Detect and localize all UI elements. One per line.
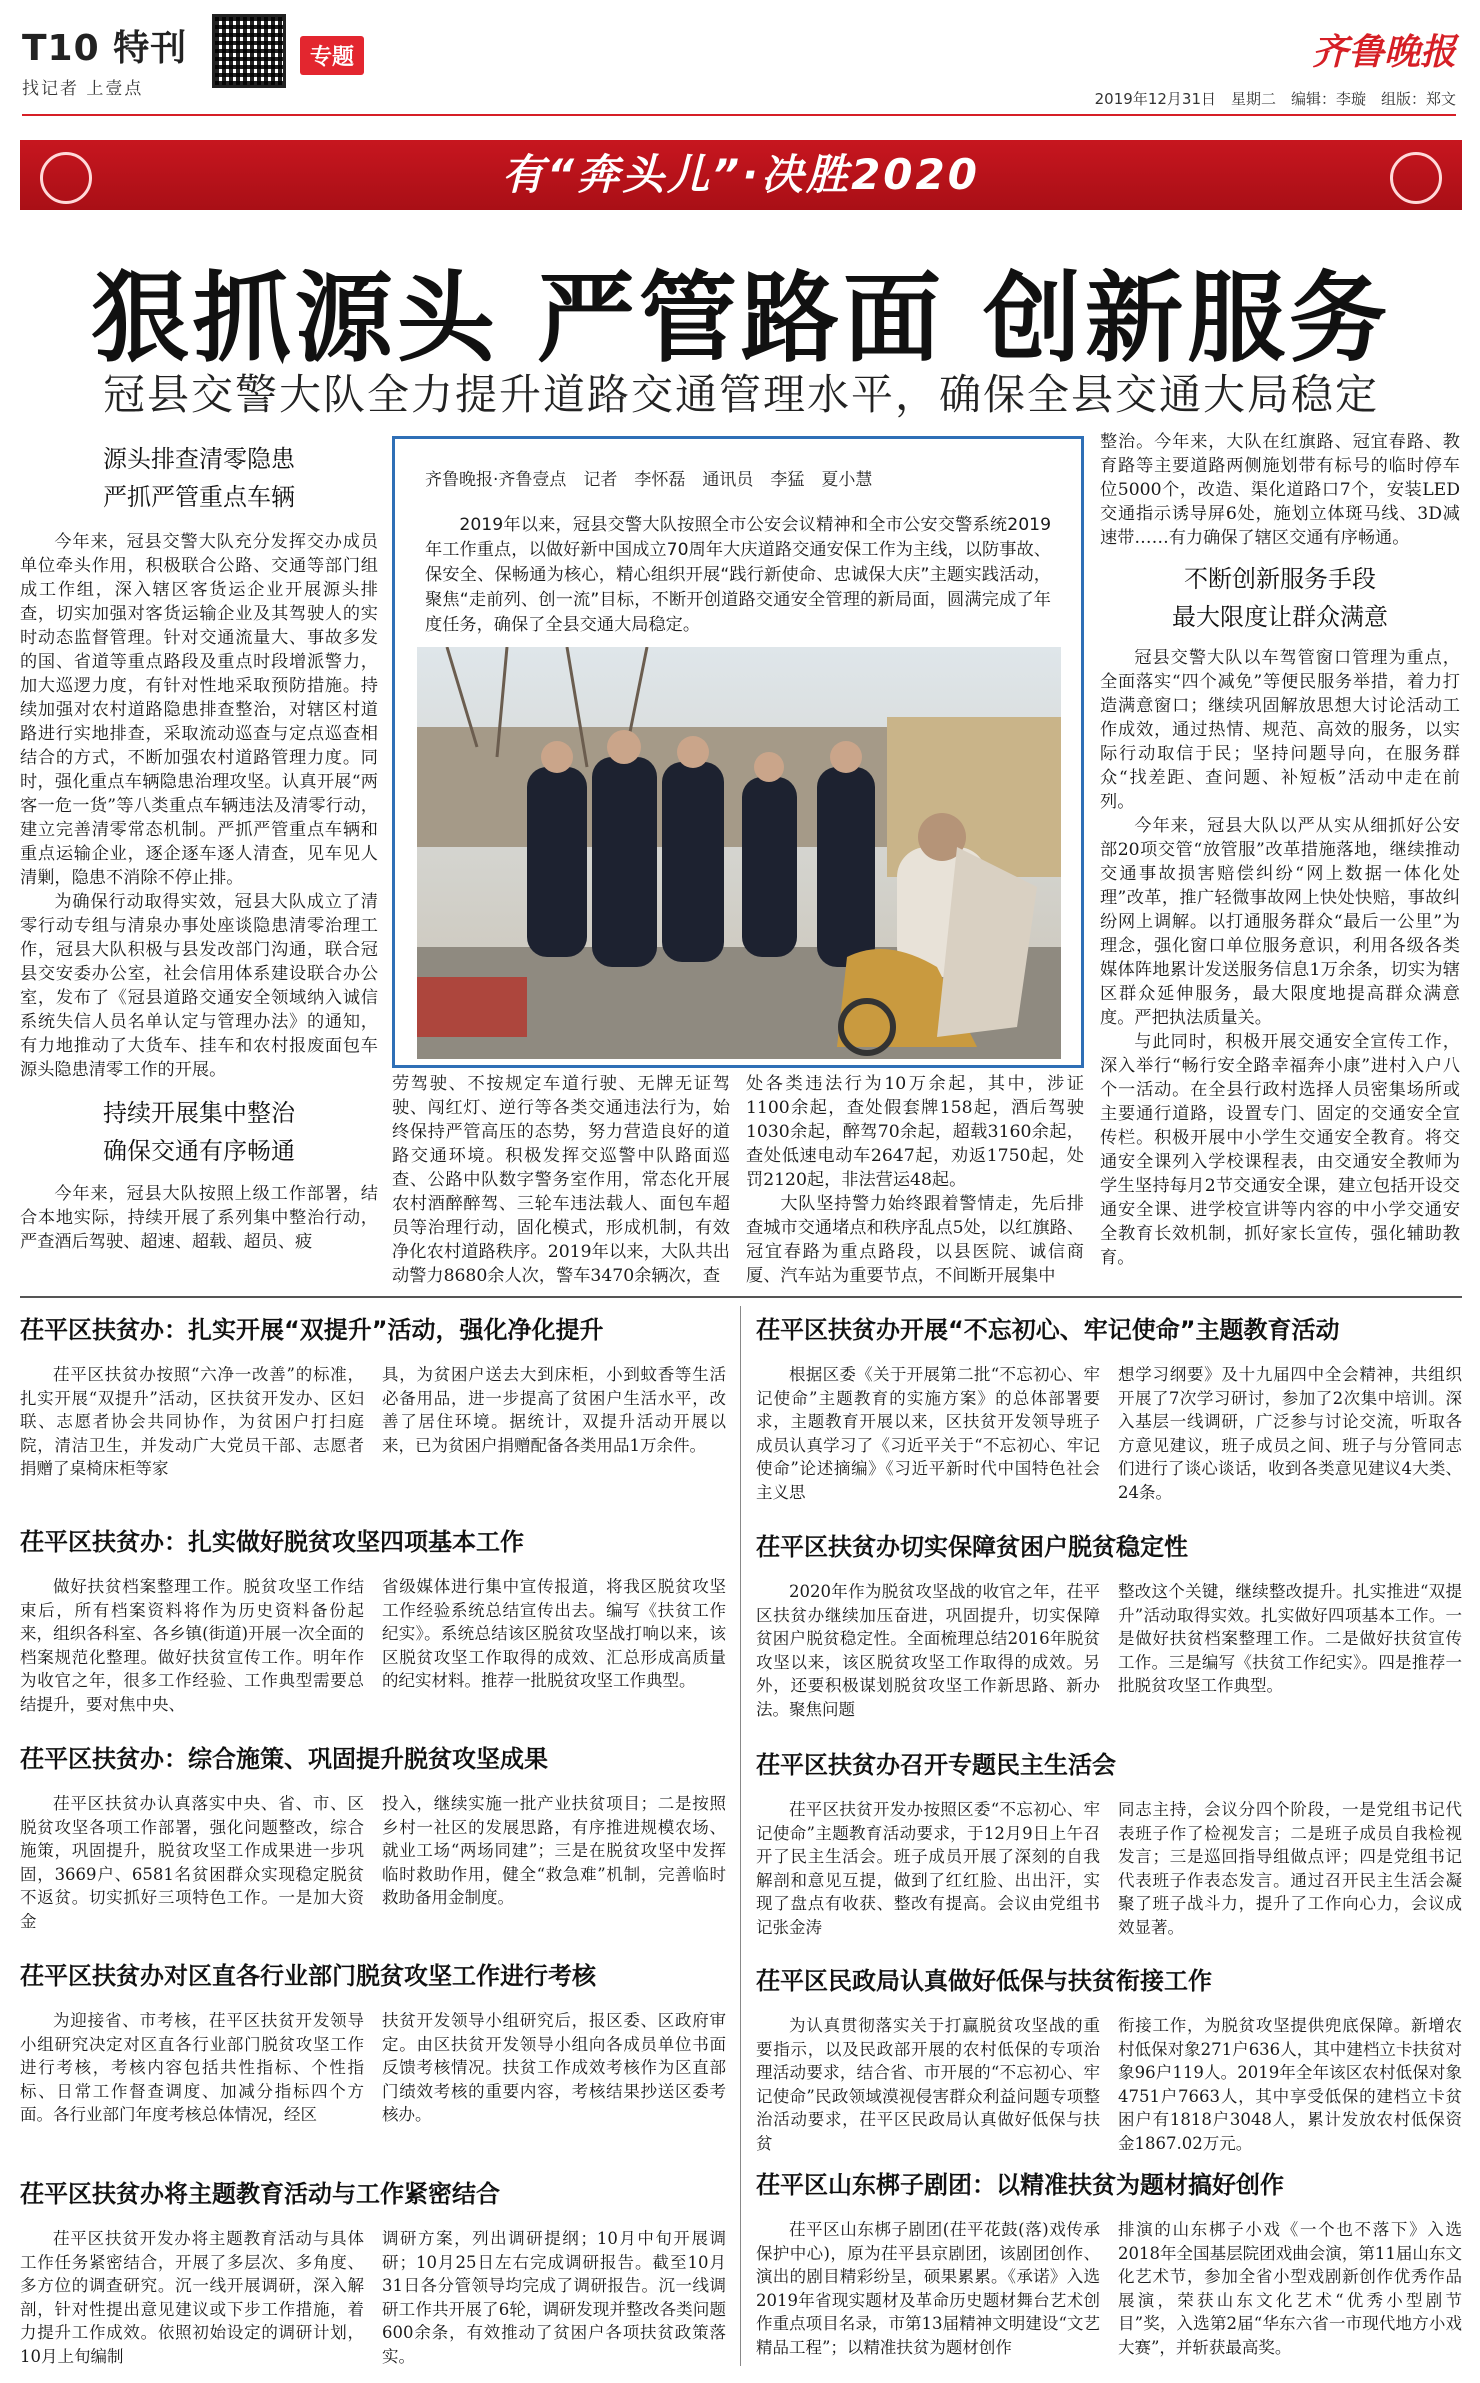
brief-title: 茌平区扶贫办对区直各行业部门脱贫攻坚工作进行考核 bbox=[20, 1962, 596, 1990]
brief-item bbox=[756, 2165, 1462, 2365]
paragraph: 冠县交警大队以车驾管窗口管理为重点，全面落实“四个减免”等便民服务举措，着力打造满意窗口；继续巩固解放思想大讨论活动工作成效，通过热情、规范、高效的服务，以实际行动取信于民；坚持问题导向，在服务群众“找差距、查问题、补短板”活动中走在前列。 bbox=[1100, 648, 1460, 812]
brief-text: 调研方案，列出调研提纲；10月中旬开展调研；10月25日左右完成调研报告。截至10月31日各分管领导均完成了调研报告。沉一线调研工作共开展了6轮，调研发现并整改各类问题600余条，有效推动了贫困户各项扶贫政策落实。 bbox=[382, 2229, 726, 2366]
brief-text: 想学习纲要》及十九届四中全会精神，共组织开展了7次学习研讨，参加了2次集中培训。深入基层一线调研，广泛参与讨论交流，听取各方意见建议，班子成员之间、班子与分管同志们进行了谈心谈话，收到各类意见建议4大类、24条。 bbox=[1118, 1365, 1462, 1502]
brief-text: 衔接工作，为脱贫攻坚提供兜底保障。新增农村低保对象271户636人，其中建档立卡扶贫对象96户119人。2019年全年该区农村低保对象4751户7663人，其中享受低保的建档立卡贫困户有1818户3048人，累计发放农村低保资金1867.02万元。 bbox=[1118, 2016, 1462, 2153]
brief-title: 茌平区山东梆子剧团：以精准扶贫为题材搞好创作 bbox=[756, 2171, 1284, 2199]
page-number: T10 特刊 bbox=[22, 28, 188, 69]
paragraph: 为确保行动取得实效，冠县大队成立了清零行动专组与清泉办事处座谈隐患清零治理工作，冠县大队积极与县发改部门沟通，联合冠县交安委办公室，社会信用体系建设联合办公室，发布了《冠县道路交通安全领域纳入诚信系统失信人员名单认定与管理办法》的通知，有力地推动了大货车、挂车和农村报废面包车源头隐患清零工作的开展。 bbox=[20, 892, 378, 1080]
paragraph: 劳驾驶、不按规定车道行驶、无牌无证驾驶、闯红灯、逆行等各类交通违法行为，始终保持严管高压的态势，努力营造良好的道路交通环境。积极发挥交巡警中队路面巡查、公路中队数字警务室作用，常态化开展农村酒醉醉驾、三轮车违法载人、面包车超员等治理行动，固化模式，形成机制，有效净化农村道路秩序。2019年以来，大队共出动警力8680余人次，警车3470余辆次，查 bbox=[392, 1074, 730, 1286]
dateline: 2019年12月31日 星期二 编辑：李璇 组版：郑文 bbox=[1094, 90, 1456, 108]
section-heading: 不断创新服务手段 bbox=[1184, 565, 1376, 593]
brief-text: 投入，继续实施一批产业扶贫项目；二是按照乡村一社区的发展思路，有序推进规模农场、就业工场“两场同建”；三是在脱贫攻坚中发挥临时救助作用，健全“救急难”机制，完善临时救助备用金制度。 bbox=[382, 1794, 726, 1907]
section-heading: 最大限度让群众满意 bbox=[1172, 603, 1388, 631]
brief-text: 排演的山东梆子小戏《一个也不落下》入选2018年全国基层院团戏曲会演，第11届山东文化艺术节，参加全省小型戏剧新创作优秀作品展演，荣获山东文化艺术“优秀小型剧节目”奖，入选第2届“华东六省一市现代地方小戏大赛”，并斩获最高奖。 bbox=[1118, 2220, 1462, 2357]
section-heading: 确保交通有序畅通 bbox=[103, 1137, 295, 1165]
brief-text: 茌平区扶贫开发办按照区委“不忘初心、牢记使命”主题教育活动要求，于12月9日上午召开了民主生活会。班子成员开展了深刻的自我解剖和意见互提，做到了红红脸、出出汗，实现了盘点有收获、整改有提高。会议由党组书记张金涛 bbox=[756, 1800, 1100, 1937]
lantern-icon bbox=[1390, 152, 1442, 204]
column-divider bbox=[740, 1306, 741, 2366]
brief-item bbox=[756, 1745, 1462, 1961]
section-heading: 持续开展集中整治 bbox=[103, 1099, 295, 1127]
brief-item bbox=[20, 1310, 726, 1522]
brief-text: 具，为贫困户送去大到床柜，小到蚊香等生活必备用品，进一步提高了贫困户生活水平，改善了居住环境。据统计，双提升活动开展以来，已为贫困户捐赠配备各类用品1万余件。 bbox=[382, 1365, 726, 1455]
brief-text: 茌平区扶贫开发办将主题教育活动与具体工作任务紧密结合，开展了多层次、多角度、多方位的调查研究。沉一线开展调研，深入解剖，针对性提出意见建议或下步工作措施，着力提升工作成效。依照初始设定的调研计划，10月上旬编制 bbox=[20, 2229, 364, 2366]
brief-text: 为认真贯彻落实关于打赢脱贫攻坚战的重要指示，以及民政部开展的农村低保的专项治理活动要求，结合省、市开展的“不忘初心、牢记使命”民政领域漠视侵害群众利益问题专项整治活动要求，茌平区民政局认真做好低保与扶贫 bbox=[756, 2016, 1100, 2153]
brief-text: 整改这个关键，继续整改提升。扎实推进“双提升”活动取得实效。扎实做好四项基本工作。一是做好扶贫档案整理工作。二是做好扶贫宣传工作。三是编写《扶贫工作纪实》。四是推荐一批脱贫攻坚工作典型。 bbox=[1118, 1582, 1462, 1695]
brief-text: 茌平区扶贫办按照“六净一改善”的标准，扎实开展“双提升”活动，区扶贫开发办、区妇联、志愿者协会共同协作，为贫困户打扫庭院，清洁卫生，并发动广大党员干部、志愿者捐赠了桌椅床柜等家 bbox=[20, 1365, 364, 1478]
masthead-rule bbox=[22, 114, 1456, 116]
article-column-2 bbox=[392, 1072, 730, 1288]
lead-paragraph: 2019年以来，冠县交警大队按照全市公安会议精神和全市公安交警系统2019年工作重点，以做好新中国成立70周年大庆道路交通安保工作为主线，以防事故、保安全、保畅通为核心，精心组织开展“践行新使命、忠诚保大庆”主题实践活动，聚焦“走前列、创一流”目标，不断开创道路交通安全管理的新局面，圆满完成了年度任务，确保了全县交通大局稳定。 bbox=[425, 515, 1051, 635]
paragraph: 今年来，冠县交警大队充分发挥交办成员单位牵头作用，积极联合公路、交通等部门组成工作组，深入辖区客货运企业开展源头排查，切实加强对客货运输企业及其驾驶人的实时动态监督管理。针对交通流量大、事故多发的国、省道等重点路段及重点时段增派警力，加大巡逻力度，有针对性地采取预防措施。持续加强对农村道路隐患排查整治，对辖区村道路进行实地排查，采取流动巡查与定点巡查相结合的方式，不断加强农村道路管理力度。同时，强化重点车辆隐患治理攻坚。认真开展“两客一危一货”等八类重点车辆违法及清零行动，建立完善清零常态机制。严抓严管重点车辆和重点运输企业，逐企逐车逐人清查，见车见人清剿，隐患不消除不停止排。 bbox=[20, 532, 378, 888]
brief-text: 省级媒体进行集中宣传报道，将我区脱贫攻坚工作经验系统总结宣传出去。编写《扶贫工作纪实》。系统总结该区脱贫攻坚战打响以来，该区脱贫攻坚工作取得的成效、汇总形成高质量的纪实材料。推荐一批脱贫攻坚工作典型。 bbox=[382, 1577, 726, 1690]
brief-title: 茌平区扶贫办：综合施策、巩固提升脱贫攻坚成果 bbox=[20, 1745, 548, 1773]
brief-item bbox=[20, 2174, 726, 2374]
brief-item bbox=[756, 1961, 1462, 2165]
article-column-1 bbox=[20, 440, 378, 1254]
lantern-icon bbox=[40, 152, 92, 204]
campaign-banner bbox=[20, 140, 1462, 210]
paragraph: 处各类违法行为10万余起，其中，涉证1100余起，查处假套牌158起，酒后驾驶1030余起，醉驾70余起，超载3160余起，查处低速电动车2647起，劝返1750起，处罚2120起，非法营运48起。 bbox=[746, 1074, 1084, 1190]
brief-text: 2020年作为脱贫攻坚战的收官之年，茌平区扶贫办继续加压奋进，巩固提升，切实保障贫困户脱贫稳定性。全面梳理总结2016年脱贫攻坚以来，该区脱贫攻坚工作取得的成效。另外，还要积极谋划脱贫攻坚工作新思路、新办法。聚焦问题 bbox=[756, 1582, 1100, 1719]
masthead-slogan: 找记者 上壹点 bbox=[22, 79, 144, 99]
brief-title: 茌平区扶贫办开展“不忘初心、牢记使命”主题教育活动 bbox=[756, 1316, 1340, 1344]
briefs-right bbox=[756, 1310, 1462, 2365]
brief-title: 茌平区扶贫办将主题教育活动与工作紧密结合 bbox=[20, 2180, 500, 2208]
police-officers-photo bbox=[417, 647, 1061, 1059]
section-heading: 源头排查清零隐患 bbox=[103, 445, 295, 473]
brief-text: 茌平区扶贫办认真落实中央、省、市、区脱贫攻坚各项工作部署，强化问题整改，综合施策，巩固提升，脱贫攻坚工作成果进一步巩固，3669户、6581名贫困群众实现稳定脱贫不返贫。切实抓好三项特色工作。一是加大资金 bbox=[20, 1794, 364, 1931]
banner-text: 有“奔头儿”·决胜2020 bbox=[502, 150, 980, 199]
brief-text: 根据区委《关于开展第二批“不忘初心、牢记使命”主题教育的实施方案》的总体部署要求，主题教育开展以来，区扶贫开发领导班子成员认真学习了《习近平关于“不忘初心、牢记使命”论述摘编》《习近平新时代中国特色社会主义思 bbox=[756, 1365, 1100, 1502]
main-headline: 狠抓源头 严管路面 创新服务 bbox=[90, 262, 1392, 376]
byline: 齐鲁晚报·齐鲁壹点 记者 李怀磊 通讯员 李猛 夏小慧 bbox=[425, 470, 873, 490]
newspaper-logo: 齐鲁晚报 bbox=[1311, 31, 1456, 73]
lead-box bbox=[392, 436, 1084, 1068]
brief-title: 茌平区扶贫办：扎实做好脱贫攻坚四项基本工作 bbox=[20, 1528, 524, 1556]
paragraph: 今年来，冠县大队以严从实从细抓好公安部20项交管“放管服”改革措施落地，继续推动交通事故损害赔偿纠纷“网上数据一体化处理”改革，推广轻微事故网上快处快赔，事故纠纷网上调解。以打通服务群众“最后一公里”为理念，强化窗口单位服务意识，利用各级各类媒体阵地累计发送服务信息1万余条，切实为辖区群众延伸服务，最大限度地提高群众满意度。严把执法质量关。 bbox=[1100, 816, 1460, 1028]
briefs-left bbox=[20, 1310, 726, 2374]
brief-item bbox=[20, 1739, 726, 1956]
brief-title: 茌平区扶贫办召开专题民主生活会 bbox=[756, 1751, 1116, 1779]
brief-title: 茌平区扶贫办切实保障贫困户脱贫稳定性 bbox=[756, 1533, 1188, 1561]
brief-text: 做好扶贫档案整理工作。脱贫攻坚工作结束后，所有档案资料将作为历史资料备份起来，组织各科室、各乡镇(街道)开展一次全面的档案规范化整理。做好扶贫宣传工作。明年作为收官之年，很多工作经验、工作典型需要总结提升，要对焦中央、 bbox=[20, 1577, 364, 1714]
news-photo bbox=[417, 647, 1061, 1059]
brief-text: 为迎接省、市考核，茌平区扶贫开发领导小组研究决定对区直各行业部门脱贫攻坚工作进行考核，考核内容包括共性指标、个性指标、日常工作督查调度、加减分指标四个方面。各行业部门年度考核总体情况，经区 bbox=[20, 2011, 364, 2124]
brief-item bbox=[756, 1310, 1462, 1527]
paragraph: 整治。今年来，大队在红旗路、冠宜春路、教育路等主要道路两侧施划带有标号的临时停车位5000个，改造、渠化道路口7个，安装LED交通指示诱导屏6处，施划立体斑马线、3D减速带……有力确保了辖区交通有序畅通。 bbox=[1100, 432, 1460, 548]
brief-text: 扶贫开发领导小组研究后，报区委、区政府审定。由区扶贫开发领导小组向各成员单位书面反馈考核情况。扶贫工作成效考核作为区直部门绩效考核的重要内容，考核结果抄送区委考核办。 bbox=[382, 2011, 726, 2124]
sub-headline: 冠县交警大队全力提升道路交通管理水平，确保全县交通大局稳定 bbox=[102, 370, 1379, 419]
brief-text: 茌平区山东梆子剧团(茌平花鼓(落)戏传承保护中心)，原为茌平县京剧团，该剧团创作、演出的剧目精彩纷呈，硕果累累。《承诺》入选2019年省现实题材及革命历史题材舞台艺术创作重点项目名录，市第13届精神文明建设“文艺精品工程”；以精准扶贫为题材创作 bbox=[756, 2220, 1100, 2357]
brief-title: 茌平区民政局认真做好低保与扶贫衔接工作 bbox=[756, 1967, 1212, 1995]
paragraph: 大队坚持警力始终跟着警情走，先后排查城市交通堵点和秩序乱点5处，以红旗路、冠宜春路为重点路段，以县医院、诚信商厦、汽车站为重要节点，不间断开展集中 bbox=[746, 1194, 1084, 1286]
brief-item bbox=[20, 1522, 726, 1739]
brief-title: 茌平区扶贫办：扎实开展“双提升”活动，强化净化提升 bbox=[20, 1316, 604, 1344]
brief-text: 同志主持，会议分四个阶段，一是党组书记代表班子作了检视发言；二是班子成员自我检视发言；三是巡回指导组做点评；四是党组书记代表班子作表态发言。通过召开民主生活会凝聚了班子战斗力，提升了工作向心力，会议成效显著。 bbox=[1118, 1800, 1462, 1937]
brief-item bbox=[20, 1956, 726, 2174]
paragraph: 与此同时，积极开展交通安全宣传工作，深入举行“畅行安全路幸福奔小康”进村入户八个一活动。在全县行政村选择人员密集场所或主要通行道路，设置专门、固定的交通安全宣传栏。积极开展中小学生交通安全教育。将交通安全课列入学校课程表，由交通安全教师为学生坚持每月2节交通安全课，建立包括开设交通安全课、进学校宣讲等内容的中小学交通安全教育长效机制，抓好家长宣传，强化辅助教育。 bbox=[1100, 1032, 1460, 1268]
brief-item bbox=[756, 1527, 1462, 1745]
paragraph: 今年来，冠县大队按照上级工作部署，结合本地实际，持续开展了系列集中整治行动，严查酒后驾驶、超速、超载、超员、疲 bbox=[20, 1184, 378, 1252]
section-divider bbox=[20, 1296, 1462, 1298]
topic-badge: 专题 bbox=[300, 36, 364, 75]
section-heading: 严抓严管重点车辆 bbox=[103, 483, 295, 511]
qr-code-icon bbox=[212, 14, 286, 88]
article-column-3 bbox=[746, 1072, 1084, 1288]
article-column-4 bbox=[1100, 430, 1460, 1270]
